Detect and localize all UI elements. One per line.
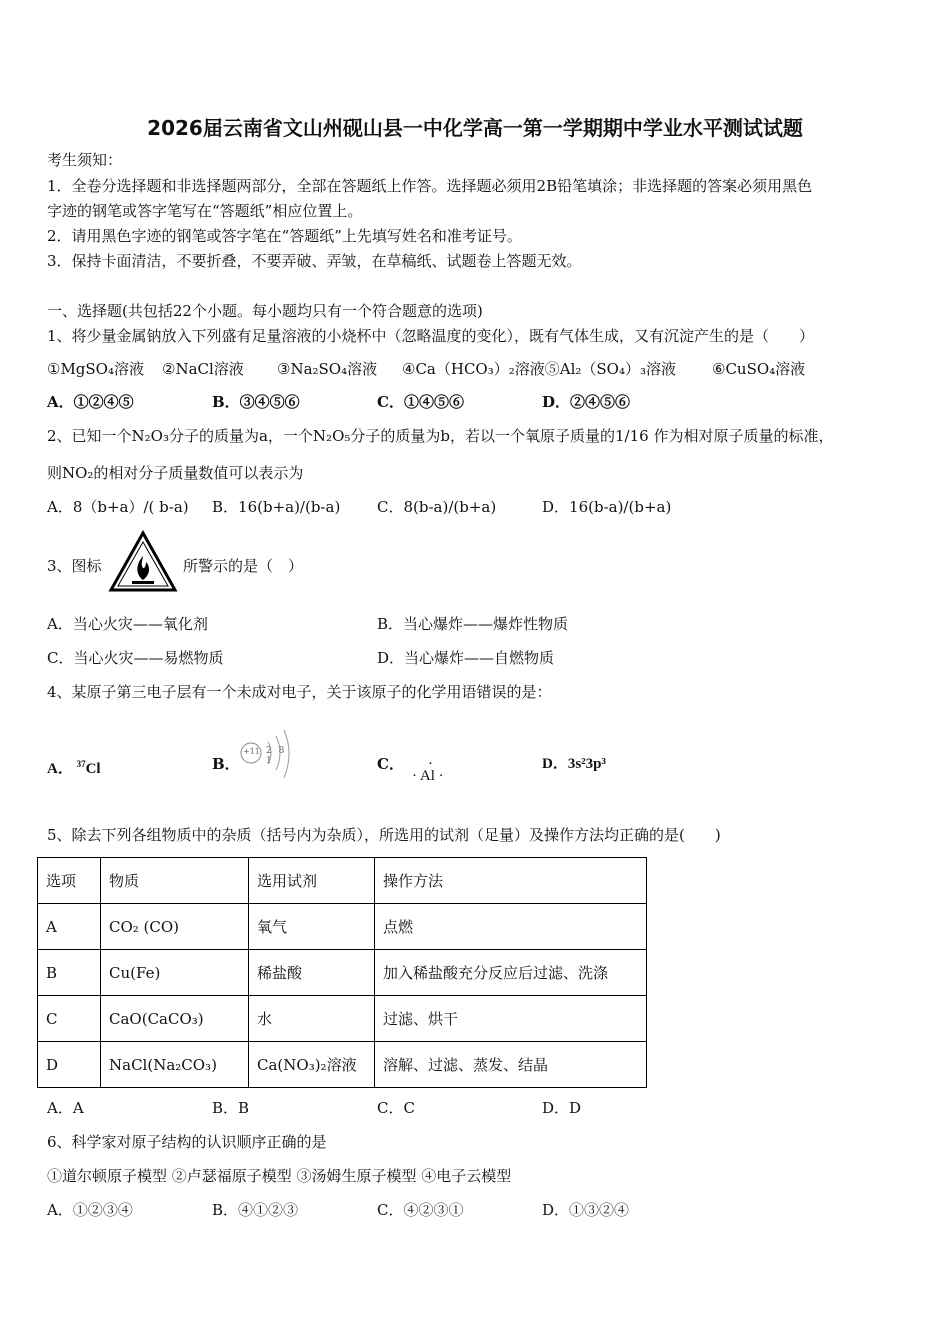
- table-header: 选用试剂: [249, 858, 375, 904]
- q2-stem: 2、已知一个N₂O₃分子的质量为a，一个N₂O₅分子的质量为b，若以一个氧原子质量的1/16 作为相对原子质量的标准，: [47, 427, 834, 445]
- q3-stem: 3、图标: [47, 557, 102, 575]
- q1-item: ②NaCl溶液: [162, 360, 244, 378]
- q3-option-d: D．当心爆炸——自燃物质: [377, 649, 555, 667]
- table-cell: C: [38, 996, 101, 1042]
- table-cell: D: [38, 1042, 101, 1088]
- table-cell: B: [38, 950, 101, 996]
- table-header: 物质: [101, 858, 249, 904]
- q2-option-a: A．8（b+a）/( b-a): [47, 498, 189, 516]
- table-cell: 稀盐酸: [249, 950, 375, 996]
- q6-option-b: B．④①②③: [212, 1201, 299, 1219]
- notice-line: 3．保持卡面清洁，不要折叠，不要弄破、弄皱，在草稿纸、试题卷上答题无效。: [47, 252, 582, 270]
- q5-option-a: A．A: [47, 1099, 84, 1117]
- q3-stem: 所警示的是（ ）: [183, 557, 304, 575]
- q1-item: ③Na₂SO₄溶液: [277, 360, 378, 378]
- notice-line: 1．全卷分选择题和非选择题两部分，全部在答题纸上作答。选择题必须用2B铅笔填涂；非选择题的答案必须用黑色: [47, 177, 813, 195]
- q4-stem: 4、某原子第三电子层有一个未成对电子，关于该原子的化学用语错误的是：: [47, 683, 552, 701]
- table-cell: 溶解、过滤、蒸发、结晶: [375, 1042, 647, 1088]
- q5-table: [37, 857, 647, 1088]
- table-cell: NaCl(Na₂CO₃): [101, 1042, 249, 1088]
- table-cell: Cu(Fe): [101, 950, 249, 996]
- q5-option-d: D．D: [542, 1099, 582, 1117]
- table-cell: 过滤、烘干: [375, 996, 647, 1042]
- notice-line: 字迹的钢笔或答字笔写在“答题纸”相应位置上。: [47, 202, 363, 220]
- q2-option-d: D．16(b-a)/(b+a): [542, 498, 672, 516]
- q3-option-a: A．当心火灾——氧化剂: [47, 615, 208, 633]
- q6-option-a: A．①②③④: [47, 1201, 133, 1219]
- table-cell: 加入稀盐酸充分反应后过滤、洗涤: [375, 950, 647, 996]
- q3-option-c: C．当心火灾——易燃物质: [47, 649, 224, 667]
- table-row: [38, 950, 647, 996]
- table-header: 选项: [38, 858, 101, 904]
- notice-heading: 考生须知：: [47, 151, 123, 169]
- q4-option-c-label: C．: [377, 755, 404, 773]
- table-row: [38, 996, 647, 1042]
- notice-line: 2．请用黑色字迹的钢笔或答字笔在“答题纸”上先填写姓名和准考证号。: [47, 227, 522, 245]
- table-cell: 点燃: [375, 904, 647, 950]
- q1-option-d: D．②④⑤⑥: [542, 393, 631, 411]
- q6-option-d: D．①③②④: [542, 1201, 630, 1219]
- q2-option-c: C．8(b-a)/(b+a): [377, 498, 497, 516]
- q1-item: ④Ca（HCO₃）₂溶液⑤Al₂（SO₄）₃溶液: [402, 360, 676, 378]
- q5-option-c: C．C: [377, 1099, 415, 1117]
- table-cell: A: [38, 904, 101, 950]
- electron-dot-formula: · Al · ·: [412, 756, 444, 784]
- table-cell: CO₂ (CO): [101, 904, 249, 950]
- page-title: 2026届云南省文山州砚山县一中化学高一第一学期期中学业水平测试试题: [147, 116, 803, 140]
- q1-option-a: A．①②④⑤: [47, 393, 134, 411]
- section-heading: 一、选择题(共包括22个小题。每小题均只有一个符合题意的选项): [47, 302, 483, 320]
- table-cell: 水: [249, 996, 375, 1042]
- q1-stem: 1、将少量金属钠放入下列盛有足量溶液的小烧杯中（忽略温度的变化），既有气体生成，又有沉淀产生的是（ ）: [47, 327, 815, 345]
- flammable-warning-icon: [108, 530, 178, 594]
- q1-option-c: C．①④⑤⑥: [377, 393, 464, 411]
- q5-option-b: B．B: [212, 1099, 250, 1117]
- table-row: [38, 904, 647, 950]
- q6-stem: 6、科学家对原子结构的认识顺序正确的是: [47, 1133, 327, 1151]
- q3-option-b: B．当心爆炸——爆炸性物质: [377, 615, 569, 633]
- table-header: 操作方法: [375, 858, 647, 904]
- table-header-row: [38, 858, 647, 904]
- q4-option-a: A． $^{37}$Cl: [47, 759, 101, 777]
- table-cell: CaO(CaCO₃): [101, 996, 249, 1042]
- q1-option-b: B．③④⑤⑥: [212, 393, 300, 411]
- table-row: [38, 1042, 647, 1088]
- q2-stem: 则NO₂的相对分子质量数值可以表示为: [47, 464, 304, 482]
- q6-items: ①道尔顿原子模型 ②卢瑟福原子模型 ③汤姆生原子模型 ④电子云模型: [47, 1167, 512, 1185]
- q1-item: ①MgSO₄溶液: [47, 360, 144, 378]
- q4-option-d: D．3s²3p³: [542, 756, 607, 772]
- q1-item: ⑥CuSO₄溶液: [712, 360, 806, 378]
- q2-option-b: B．16(b+a)/(b-a): [212, 498, 341, 516]
- q5-stem: 5、除去下列各组物质中的杂质（括号内为杂质），所选用的试剂（足量）及操作方法均正确的是( ): [47, 826, 721, 844]
- table-cell: 氧气: [249, 904, 375, 950]
- q4-option-b-label: B．: [212, 755, 240, 773]
- q6-option-c: C．④②③①: [377, 1201, 464, 1219]
- table-cell: Ca(NO₃)₂溶液: [249, 1042, 375, 1088]
- atomic-structure-diagram: +11 2 8 1: [238, 722, 298, 790]
